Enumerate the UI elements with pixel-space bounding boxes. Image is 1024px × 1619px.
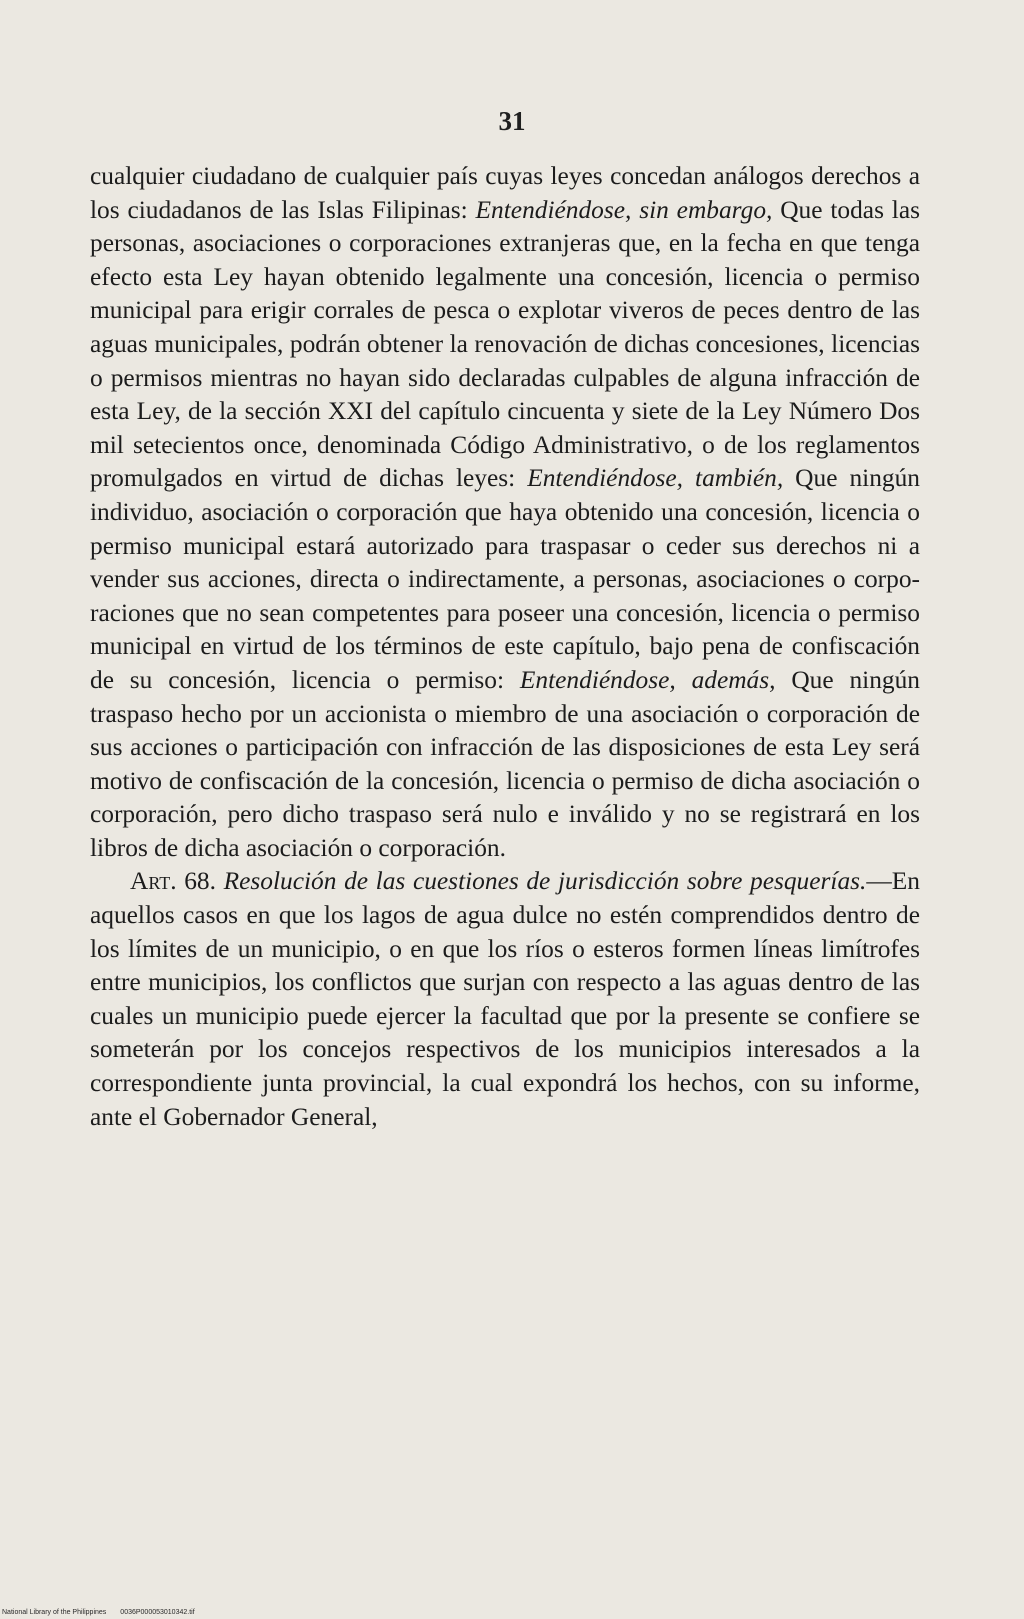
footer-file-code: 0036P000053010342.tif [120,1609,195,1616]
proviso-ademas: Entendiéndose, además, [519,665,776,694]
page-number: 31 [498,106,526,136]
proviso-sin-embargo: Entendiéndose, sin embargo, [475,195,773,224]
paragraph-text-3: Que ningún individuo, asociación o corporación que haya obtenido una concesión, licencia o permiso municipal estará autorizado para traspasar o ceder sus derechos ni a vender sus acciones, directa o indirectamente, a personas, asociaciones o corporaciones que no sean competentes para poseer una concesión, licencia o permiso municipal en virtud de los términos de este capítulo, bajo pena de confiscación de su concesión, licencia o permiso: [90,464,920,694]
paragraph-text-4: Que ningún traspaso hecho por un accionista o miembro de una asociación o corporación de sus acciones o participación con infracción de las disposiciones de esta Ley será motivo de confiscación de la concesión, licencia o permiso de dicha asociación o corporación, pero dicho traspaso será nulo e inválido y no se registrará en los libros de dicha asociación o corporación. [90,665,920,862]
article-heading: Resolución de las cuestiones de jurisdicción sobre pesquerías. [223,867,867,896]
proviso-tambien: Entendiéndose, también, [527,464,784,493]
footer-library: National Library of the Philippines [2,1609,107,1616]
paragraph-text-2: Que todas las personas, asociaciones o corporaciones extranjeras que, en la fecha en que tenga efecto esta Ley hayan obtenido legalmente una concesión, licencia o permiso municipal para erigir corrales de pesca o explotar viveros de peces dentro de las aguas municipales, podrán obtener la renovación de dichas concesiones, licencias o permisos mientras no hayan sido declaradas culpables de alguna infracción de esta Ley, de la sección XXI del capítulo cincuenta y siete de la Ley Número Dos mil setecientos once, denominada Código Administrativo, o de los reglamentos promulgados en virtud de dichas leyes: [90,195,920,493]
paragraph-text-1: cualquier ciudadano de cualquier país cuyas leyes concedan análogos derechos a los ciudadanos de las Islas Filipinas: [90,162,920,224]
paragraph-continuation [90,160,920,865]
scan-footer [2,1609,209,1616]
article-text: —En aquellos casos en que los lagos de agua dulce no estén comprendidos dentro de los límites de un municipio, o en que los ríos o esteros formen líneas limítrofes entre municipios, los conflictos que surjan con respecto a las aguas dentro de las cuales un municipio puede ejercer la facultad que por la presente se confiere se someterán por los concejos respectivos de los municipios interesados a la correspondiente junta provincial, la cual expondrá los hechos, con su informe, ante el Gobernador General, [90,867,920,1131]
article-68-paragraph [90,865,920,1134]
body-text [90,160,920,1134]
article-label: Art. 68. [130,867,216,896]
